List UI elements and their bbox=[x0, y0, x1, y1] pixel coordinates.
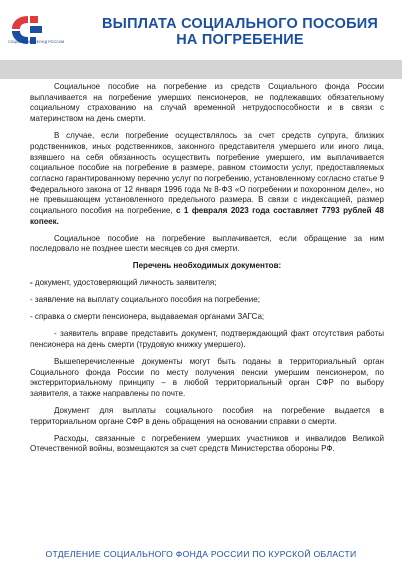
document-body bbox=[30, 82, 384, 461]
title-line-2: НА ПОГРЕБЕНИЕ bbox=[176, 32, 304, 48]
doc-item-3: - справка о смерти пенсионера, выдаваемая органами ЗАГСа; bbox=[30, 312, 265, 322]
documents-heading: Перечень необходимых документов: bbox=[132, 261, 282, 271]
doc-item-2: - заявление на выплату социального пособия на погребение; bbox=[30, 295, 260, 305]
page-title bbox=[90, 16, 390, 48]
doc-item-1-dash: - bbox=[30, 278, 33, 288]
logo-caption: СОЦИАЛЬНЫЙ ФОНД РОССИИ bbox=[8, 40, 65, 44]
doc-item-1 bbox=[30, 278, 384, 289]
header-divider-bar bbox=[0, 60, 402, 79]
paragraph-2 bbox=[30, 131, 384, 227]
doc-item-4: - заявитель вправе представить документ, подтверждающий факт отсутствия работы пенсионера на день смерти (трудовую книжку умершего). bbox=[30, 329, 384, 349]
benefit-amount: с 1 февраля 2023 года составляет 7793 рублей 48 копеек. bbox=[30, 206, 384, 226]
doc-item-1-text: документ, удостоверяющий личность заявителя; bbox=[32, 278, 217, 288]
paragraph-5: Документ для выплаты социального пособия на погребение выдается в территориальном органе СФР в день обращения на основании справки о смерти. bbox=[30, 405, 384, 426]
paragraph-4: Вышеперечисленные документы могут быть поданы в территориальный орган Социального фонда России по месту получения пенсии умершим пенсионером, по экстерриториальному принципу – в любой территориальный орган СФР по выбору заявителя, а также направлены по почте. bbox=[30, 356, 384, 398]
footer-organization: ОТДЕЛЕНИЕ СОЦИАЛЬНОГО ФОНДА РОССИИ ПО КУРСКОЙ ОБЛАСТИ bbox=[45, 549, 357, 559]
paragraph-2-text: В случае, если погребение осуществлялось за счет средств супруга, близких родственников, иных родственников, законного представителя умершего или иного лица, взявшего на себя обязанность осуществить погребение умершего, им выплачивается социальное пособие на погребение в размере, равном стоимости услуг, предоставляемых согласно гарантированному перечню услуг по погребению, установленному согласно статье 9 Федерального закона от 12 января 1996 года № 8-ФЗ «О погребении и похоронном деле», но не превышающем установленного предельного размера. В связи с индексацией, размер социального пособия на погребение, bbox=[30, 131, 384, 216]
paragraph-1: Социальное пособие на погребение из средств Социального фонда России выплачивается на погребение умерших пенсионеров, не подлежавших обязательному социальному страхованию на случай временной нетрудоспособности и в связи с материнством на день смерти. bbox=[30, 82, 384, 124]
paragraph-6: Расходы, связанные с погребением умерших участников и инвалидов Великой Отечественной войны, возмещаются за счет средств Министерства обороны РФ. bbox=[30, 433, 384, 454]
header bbox=[0, 0, 402, 58]
paragraph-3: Социальное пособие на погребение выплачивается, если обращение за ним последовало не позднее шести месяцев со дня смерти. bbox=[30, 233, 384, 254]
title-line-1: ВЫПЛАТА СОЦИАЛЬНОГО ПОСОБИЯ bbox=[102, 16, 378, 32]
